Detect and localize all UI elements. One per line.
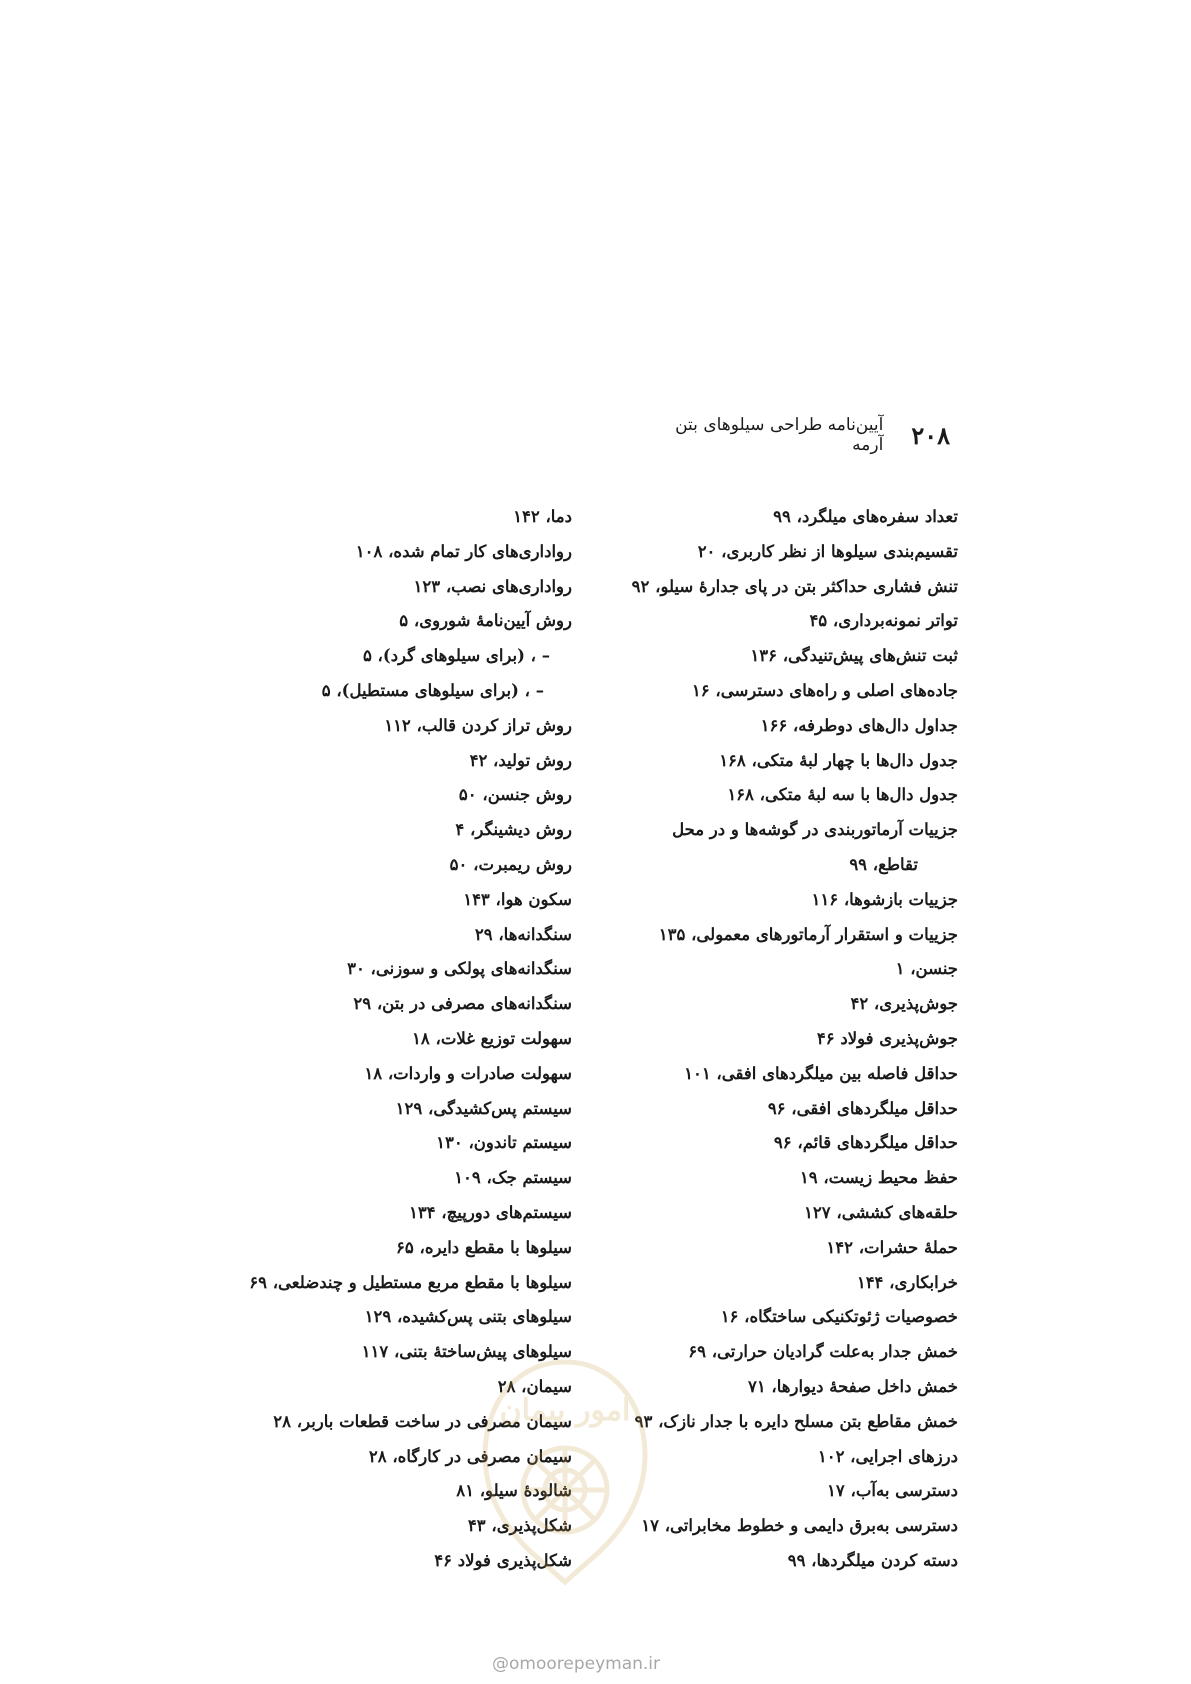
index-entry: جوش‌پذیری، ۴۲	[850, 994, 958, 1014]
index-entry: حملهٔ حشرات، ۱۴۲	[826, 1237, 958, 1257]
index-entry: سنگدانه‌های مصرفی در بتن، ۲۹	[353, 994, 572, 1014]
index-entry: سهولت صادرات و واردات، ۱۸	[364, 1063, 572, 1083]
page-header	[640, 415, 950, 455]
watermark-logo-icon	[470, 1350, 660, 1590]
index-entry: روش تولید، ۴۲	[469, 750, 572, 770]
index-entry: سیستم تاندون، ۱۳۰	[436, 1133, 572, 1153]
index-entry: سیستم‌های دورپیچ، ۱۳۴	[408, 1202, 572, 1222]
page-number: ۲۰۸	[911, 420, 950, 450]
index-entry: روش ریمبرت، ۵۰	[449, 854, 572, 874]
index-entry: جداول دال‌های دوطرفه، ۱۶۶	[760, 715, 958, 735]
index-entry: رواداری‌های کار تمام شده، ۱۰۸	[355, 541, 572, 561]
index-entry: دسترسی به‌آب، ۱۷	[827, 1481, 958, 1501]
index-entry: روش آیین‌نامهٔ شوروی، ۵	[399, 611, 572, 631]
index-entry: ثبت تنش‌های پیش‌تنیدگی، ۱۳۶	[750, 646, 958, 666]
index-entry: شکل‌پذیری، ۴۳	[467, 1516, 572, 1536]
index-entry: خمش مقاطع بتن مسلح دایره با جدار نازک، ۹۳	[634, 1411, 958, 1431]
index-entry: جزییات بازشوها، ۱۱۶	[811, 889, 958, 909]
index-entry: سیلوها با مقطع مربع مستطیل و چندضلعی، ۶۹	[249, 1272, 572, 1292]
index-entry: جدول دال‌ها با چهار لبهٔ متکی، ۱۶۸	[719, 750, 958, 770]
index-entry: سکون هوا، ۱۴۳	[463, 889, 572, 909]
index-entry: سیستم جک، ۱۰۹	[454, 1168, 572, 1188]
index-entry: روش تراز کردن قالب، ۱۱۲	[384, 715, 572, 735]
index-entry: تعداد سفره‌های میلگرد، ۹۹	[773, 507, 958, 526]
index-entry: حلقه‌های کششی، ۱۲۷	[804, 1202, 958, 1222]
index-entry: سنگدانه‌های پولکی و سوزنی، ۳۰	[347, 959, 572, 979]
index-entry: روش دیشینگر، ۴	[455, 820, 572, 840]
index-entry: شکل‌پذیری فولاد ۴۶	[434, 1550, 572, 1570]
book-title: آیین‌نامه طراحی سیلوهای بتن آرمه	[675, 415, 884, 455]
index-entry: دسترسی به‌برق دایمی و خطوط مخابراتی، ۱۷	[641, 1516, 958, 1536]
index-entry: تنش فشاری حداکثر بتن در پای جدارهٔ سیلو، ۹۲	[631, 576, 958, 596]
footer-url: @omoorepeyman.ir	[492, 1654, 661, 1674]
index-entry: خصوصیات ژئوتکنیکی ساختگاه، ۱۶	[720, 1307, 958, 1327]
index-entry: تقسیم‌بندی سیلوها از نظر کاربری، ۲۰	[697, 541, 958, 561]
index-entry: جاده‌های اصلی و راه‌های دسترسی، ۱۶	[691, 680, 958, 700]
watermark-text: امور پیمان	[499, 1393, 631, 1428]
index-entry: سیلوها با مقطع دایره، ۶۵	[396, 1237, 572, 1257]
index-entry: سیمان مصرفی در کارگاه، ۲۸	[368, 1446, 572, 1466]
index-entry: حداقل میلگردهای قائم، ۹۶	[773, 1133, 958, 1153]
index-entry: درزهای اجرایی، ۱۰۲	[817, 1446, 958, 1466]
index-entry: سیلوهای بتنی پس‌کشیده، ۱۲۹	[364, 1307, 572, 1327]
index-subentry: – ، (برای سیلوهای گرد)، ۵	[362, 646, 550, 666]
index-entry-continuation: تقاطع، ۹۹	[849, 854, 918, 874]
index-entry: سهولت توزیع غلات، ۱۸	[412, 1028, 572, 1048]
index-entry: حداقل فاصله بین میلگردهای افقی، ۱۰۱	[684, 1063, 958, 1083]
index-entry: حفظ محیط زیست، ۱۹	[799, 1168, 958, 1188]
index-entry: خمش جدار به‌علت گرادیان حرارتی، ۶۹	[688, 1342, 958, 1362]
index-entry: سیستم پس‌کشیدگی، ۱۲۹	[395, 1098, 572, 1118]
index-entry: دما، ۱۴۲	[513, 507, 572, 526]
index-entry: روش جنسن، ۵۰	[458, 785, 572, 805]
index-entry: جزییات و استقرار آرماتورهای معمولی، ۱۳۵	[658, 924, 958, 944]
index-entry: سیلوهای پیش‌ساختهٔ بتنی، ۱۱۷	[361, 1342, 572, 1362]
index-entry: شالودهٔ سیلو، ۸۱	[456, 1481, 572, 1501]
index-entry: جدول دال‌ها با سه لبهٔ متکی، ۱۶۸	[727, 785, 958, 805]
index-entry: خرابکاری، ۱۴۴	[856, 1272, 958, 1292]
index-subentry: – ، (برای سیلوهای مستطیل)، ۵	[321, 680, 544, 700]
index-entry: رواداری‌های نصب، ۱۲۳	[413, 576, 572, 596]
index-entry: سیمان مصرفی در ساخت قطعات باربر، ۲۸	[273, 1411, 572, 1431]
index-entry: تواتر نمونه‌برداری، ۴۵	[809, 611, 958, 631]
index-entry: سیمان، ۲۸	[497, 1376, 572, 1396]
index-entry: دسته کردن میلگردها، ۹۹	[787, 1550, 958, 1570]
index-entry: خمش داخل صفحهٔ دیوارها، ۷۱	[747, 1376, 958, 1396]
index-entry: جوش‌پذیری فولاد ۴۶	[816, 1028, 958, 1048]
index-entry: جزییات آرماتوربندی در گوشه‌ها و در محل	[672, 820, 958, 840]
index-entry: سنگدانه‌ها، ۲۹	[474, 924, 572, 944]
index-entry: جنسن، ۱	[895, 959, 958, 979]
index-entry: حداقل میلگردهای افقی، ۹۶	[767, 1098, 958, 1118]
